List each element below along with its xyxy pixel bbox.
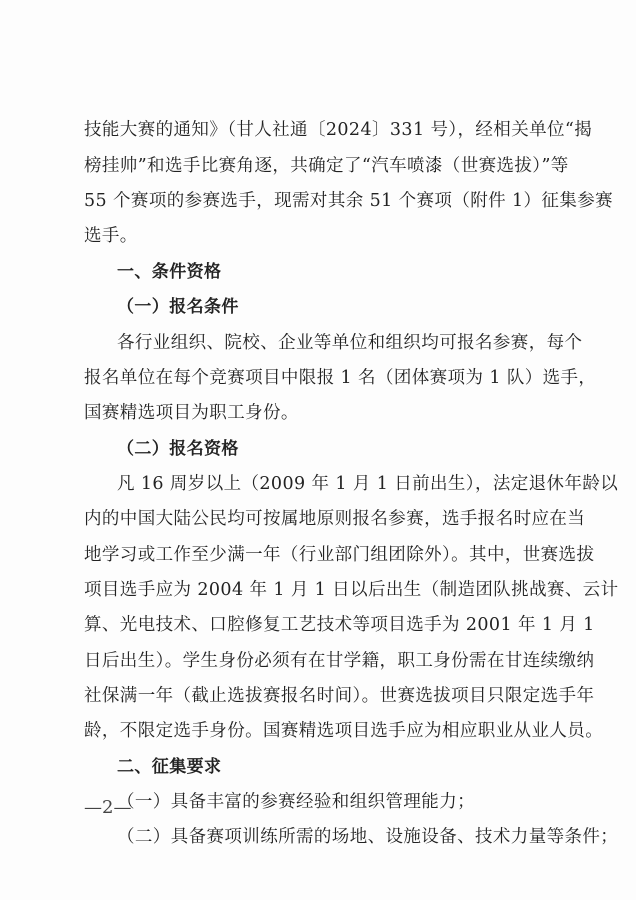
section-heading: 一、条件资格 — [117, 262, 222, 282]
body-text-line: 内的中国大陆公民均可按属地原则报名参赛，选手报名时应在当 — [84, 509, 586, 529]
subsection-heading: （一）报名条件 — [117, 297, 239, 317]
body-text-line: 55 个赛项的参赛选手，现需对其余 51 个赛项（附件 1）征集参赛 — [84, 191, 614, 211]
body-text-line: 算、光电技术、口腔修复工艺技术等项目选手为 2001 年 1 月 1 — [84, 615, 595, 635]
body-text-line: 日后出生）。学生身份必须有在甘学籍，职工身份需在甘连续缴纳 — [84, 651, 595, 671]
body-text-line: 凡 16 周岁以上（2009 年 1 月 1 日前出生），法定退休年龄以 — [117, 474, 619, 494]
body-text-line: 项目选手应为 2004 年 1 月 1 日以后出生（制造团队挑战赛、云计 — [84, 580, 619, 600]
body-text-line: 国赛精选项目为职工身份。 — [84, 403, 299, 423]
body-text-line: 选手。 — [84, 226, 138, 246]
page-number: —2— — [84, 797, 132, 818]
body-text-line: 各行业组织、院校、企业等单位和组织均可报名参赛，每个 — [117, 333, 583, 353]
body-text-line: 龄，不限定选手身份。国赛精选项目选手应为相应职业从业人员。 — [84, 721, 604, 741]
body-text-line: 社保满一年（截止选拔赛报名时间）。世赛选拔项目只限定选手年 — [84, 686, 595, 706]
body-text-line: 报名单位在每个竞赛项目中限报 1 名（团体赛项为 1 队）选手， — [84, 368, 597, 388]
body-text-line: （二）具备赛项训练所需的场地、设施设备、技术力量等条件； — [117, 827, 619, 847]
section-heading: 二、征集要求 — [117, 757, 222, 777]
body-text-line: 榜挂帅”和选手比赛角逐，共确定了“汽车喷漆（世赛选拔）”等 — [84, 156, 569, 176]
body-text-line: 技能大赛的通知》（甘人社通〔2024〕331 号），经相关单位“揭 — [84, 120, 593, 140]
body-text-line: （一）具备丰富的参赛经验和组织管理能力； — [117, 792, 475, 812]
body-text-line: 地学习或工作至少满一年（行业部门组团除外）。其中，世赛选拔 — [84, 545, 595, 565]
subsection-heading: （二）报名资格 — [117, 439, 239, 459]
